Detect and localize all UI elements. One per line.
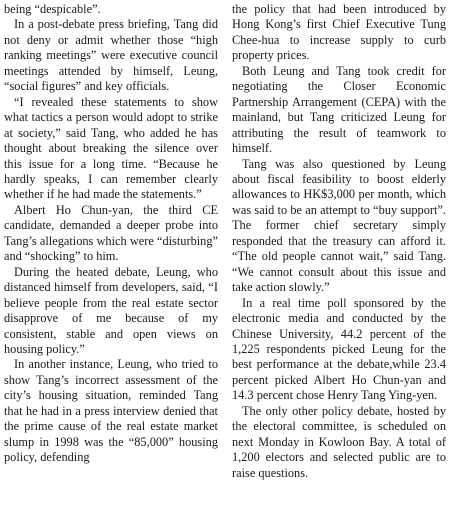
paragraph-continuation: the policy that had been introduced by Hong Kong’s first Chief Executive Tung Chee-hua to increase supply to curb property prices.: [232, 2, 446, 63]
paragraph: Both Leung and Tang took credit for negotiating the Closer Economic Partnership Arrangement (CEPA) with the mainland, but Tang criticized Leung for attributing the result of teamwork to himself.: [232, 63, 446, 156]
paragraph: In a post-debate press briefing, Tang did not deny or admit whether those “high ranking meetings” were executive council meetings attended by himself, Leung, “social figures” and key officials.: [4, 17, 218, 94]
paragraph-continuation: being “despicable”.: [4, 2, 101, 16]
paragraph: The only other policy debate, hosted by the electoral committee, is scheduled on next Monday in Kowloon Bay. A total of 1,200 electors and selected public are to raise questions.: [232, 403, 446, 480]
paragraph: During the heated debate, Leung, who distanced himself from developers, said, “I believe people from the real estate sector disapprove of me because of my consistent, stable and open views on housing policy.”: [4, 264, 218, 356]
article-column-left: [4, 2, 218, 481]
paragraph: Albert Ho Chun-yan, the third CE candidate, demanded a deeper probe into Tang’s allegations which were “disturbing” and “shocking” to him.: [4, 202, 218, 264]
paragraph: In another instance, Leung, who tried to show Tang’s incorrect assessment of the city’s housing situation, reminded Tang that he had in a press interview denied that the prime cause of the real estate market slump in 1998 was the “85,000” housing policy, defending: [4, 357, 218, 465]
paragraph: Tang was also questioned by Leung about fiscal feasibility to boost elderly allowances to HK$3,000 per month, which was said to be an attempt to “buy support”. The former chief secretary simply responded that the treasury can afford it. “The old people cannot wait,” said Tang. “We cannot consult about this issue and take action slowly.”: [232, 156, 446, 295]
article-column-right: [232, 2, 446, 481]
paragraph: “I revealed these statements to show what tactics a person would adopt to strike at society,” said Tang, who added he has thought about breaking the silence over this issue for a long time. “Because he hardly speaks, I can remember clearly whether if he had made the statements.”: [4, 94, 218, 202]
paragraph: In a real time poll sponsored by the electronic media and conducted by the Chinese University, 44.2 percent of the 1,225 respondents picked Leung for the best performance at the debate,while 23.4 percent picked Albert Ho Chun-yan and 14.3 percent chose Henry Tang Ying-yen.: [232, 295, 446, 403]
article-columns: [4, 2, 446, 481]
